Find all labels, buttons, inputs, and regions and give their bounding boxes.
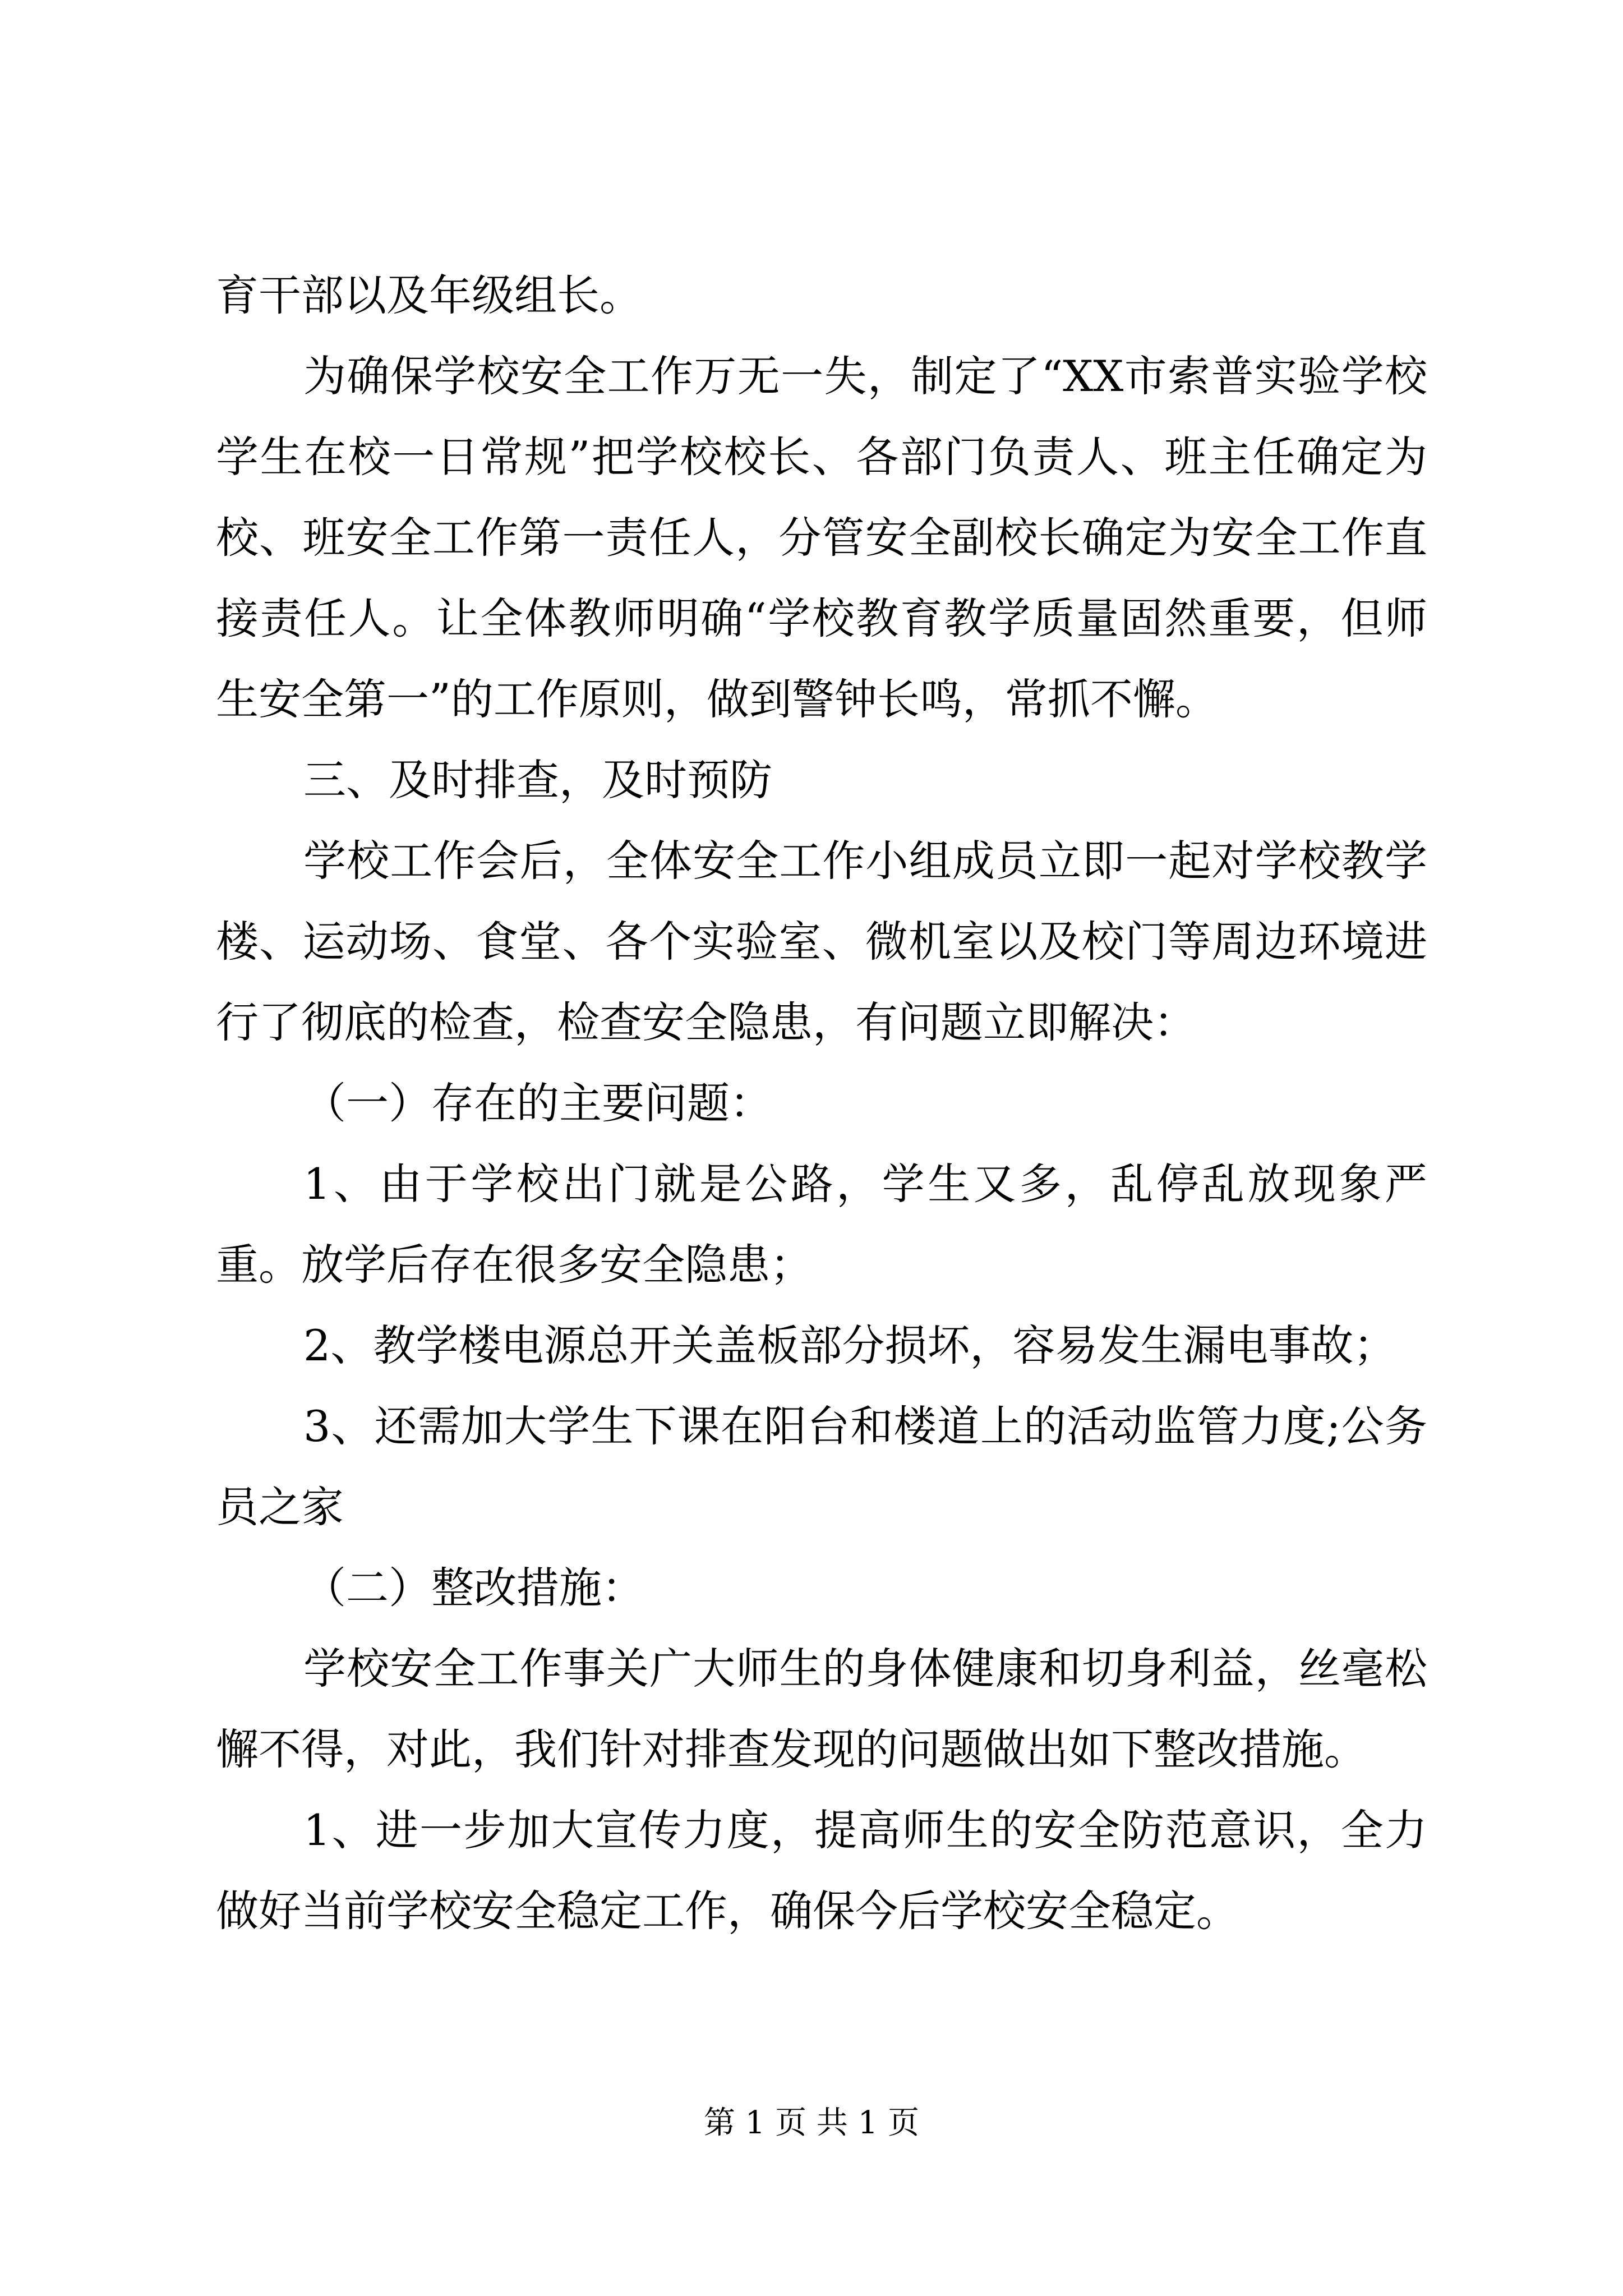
paragraph-safety-responsibility: 为确保学校安全工作万无一失，制定了“XX市索普实验学校学生在校一日常规”把学校校长、各部门负责人、班主任确定为校、班安全工作第一责任人，分管安全副校长确定为安全工作直接责任人。让全体教师明确“学校教育教学质量固然重要，但师生安全第一”的工作原则，做到警钟长鸣，常抓不懈。	[216, 351, 1427, 724]
problem-item-3: 3、还需加大学生下课在阳台和楼道上的活动监管力度;公务员之家	[216, 1401, 1427, 1532]
document-body	[216, 255, 1427, 1952]
subheading-main-problems: （一）存在的主要问题：	[303, 1078, 772, 1128]
measure-item-1: 1、进一步加大宣传力度，提高师生的安全防范意识，全力做好当前学校安全稳定工作，确保今后学校安全稳定。	[216, 1805, 1427, 1936]
paragraph-rectification-intro: 学校安全工作事关广大师生的身体健康和切身利益，丝毫松懈不得，对此，我们针对排查发现的问题做出如下整改措施。	[216, 1644, 1427, 1774]
section-heading-inspection: 三、及时排查，及时预防	[303, 755, 772, 805]
problem-item-2: 2、教学楼电源总开关盖板部分损坏，容易发生漏电事故；	[303, 1320, 1396, 1370]
page-footer: 第 1 页 共 1 页	[703, 2105, 920, 2141]
paragraph-inspection-description: 学校工作会后，全体安全工作小组成员立即一起对学校教学楼、运动场、食堂、各个实验室、微机室以及校门等周边环境进行了彻底的检查，检查安全隐患，有问题立即解决：	[216, 836, 1427, 1047]
problem-item-1: 1、由于学校出门就是公路，学生又多，乱停乱放现象严重。放学后存在很多安全隐患；	[216, 1159, 1427, 1290]
subheading-rectification: （二）整改措施：	[303, 1563, 644, 1613]
paragraph-continuation: 育干部以及年级组长。	[216, 270, 642, 320]
